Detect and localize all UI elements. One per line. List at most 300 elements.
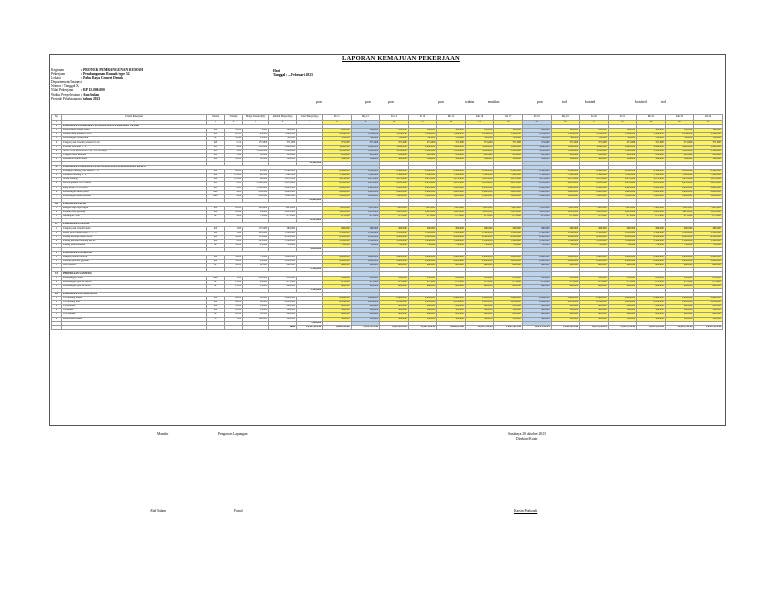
day-progress-value: 2,080,000	[494, 260, 523, 264]
day-progress-value: 160,000	[408, 129, 437, 133]
day-progress-value: 800,000	[551, 305, 580, 309]
item-unit: m2	[207, 174, 225, 178]
day-progress-value: 800,000	[380, 305, 409, 309]
day-progress-value: 160,000	[580, 129, 609, 133]
item-unit-price: 12,000	[243, 157, 269, 161]
item-number: 3	[52, 235, 62, 239]
day-progress-value: 675,000	[665, 215, 694, 219]
day-progress-value: 1,184,850	[323, 133, 352, 137]
day-progress-value: 1,160,000	[351, 239, 380, 243]
day-progress-value: 4,320,000	[608, 235, 637, 239]
item-number: 1	[52, 227, 62, 231]
day-progress-value: 660,000	[694, 264, 723, 268]
mandor-title: Mandor	[157, 432, 169, 436]
day-progress-value: 660,000	[380, 264, 409, 268]
day-progress-value: 2,400,000	[465, 256, 494, 260]
day-progress-value: 371,000	[580, 141, 609, 145]
item-volume: 2.12	[225, 141, 243, 145]
total-value: 15,347,214.44	[297, 325, 323, 329]
day-progress-value: 1,800,000	[323, 194, 352, 198]
day-progress-value: 800,000	[665, 305, 694, 309]
item-number: 2	[52, 301, 62, 305]
day-progress-value: 5,120,000	[522, 149, 551, 153]
day-progress-value: 760,000	[351, 137, 380, 141]
day-name: trol	[562, 100, 568, 104]
item-unit-price: 650,000	[243, 190, 269, 194]
day-progress-value: 1,184,850	[494, 133, 523, 137]
section-subtotal: 2,185,000	[297, 288, 323, 292]
item-description: Rabat beton lantai kerja 1 : 3 : 5	[62, 231, 207, 235]
column-index: 10	[380, 121, 409, 125]
item-unit: m2	[207, 235, 225, 239]
item-unit: m2	[207, 178, 225, 182]
day-progress-value: 760,000	[522, 137, 551, 141]
day-progress-value: 2,400,000	[637, 256, 666, 260]
day-progress-value: 2,635,000	[551, 182, 580, 186]
item-description: Urugan pasir bawah lantai	[62, 227, 207, 231]
item-amount: 8,360,000	[269, 170, 297, 174]
day-progress-value: 3,825,000	[380, 211, 409, 215]
day-progress-value: 675,000	[323, 280, 352, 284]
item-unit-price: 175,000	[243, 141, 269, 145]
item-description: Cat dinding dalam	[62, 297, 207, 301]
day-progress-value: 2,464,000	[694, 297, 723, 301]
day-progress-value: 1,184,850	[522, 133, 551, 137]
day-progress-value: 2,945,000	[694, 186, 723, 190]
day-progress-value: 1,520,000	[465, 231, 494, 235]
day-progress-value: 2,400,000	[608, 256, 637, 260]
day-progress-value: 7,392,000	[608, 174, 637, 178]
day-progress-value: 3,872,000	[665, 178, 694, 182]
day-progress-value: 371,000	[323, 141, 352, 145]
day-progress-value: 5,120,000	[494, 149, 523, 153]
item-unit: m3	[207, 133, 225, 137]
day-progress-value: 850,000	[580, 276, 609, 280]
day-progress-value: 2,945,000	[323, 186, 352, 190]
day-progress-value: 300,000	[608, 317, 637, 321]
item-volume: 32.00	[225, 260, 243, 264]
item-amount: 3,990,000	[269, 145, 297, 149]
item-unit: m2	[207, 157, 225, 161]
day-progress-value: 5,120,000	[665, 149, 694, 153]
day-progress-value: 2,635,000	[665, 182, 694, 186]
day-progress-value: 1,800,000	[408, 194, 437, 198]
day-progress-value: 160,000	[522, 129, 551, 133]
day-progress-value: 2,945,000	[551, 186, 580, 190]
day-progress-value: 384,000	[694, 157, 723, 161]
day-progress-value: 675,000	[694, 215, 723, 219]
day-progress-value: 675,000	[351, 280, 380, 284]
day-progress-value: 220,400	[608, 153, 637, 157]
day-progress-value: 2,400,000	[380, 256, 409, 260]
item-unit-price: 42,000	[243, 174, 269, 178]
item-unit: unit	[207, 194, 225, 198]
column-header-day: Jm 17	[494, 115, 523, 121]
day-progress-value: 600,000	[608, 313, 637, 317]
day-progress-value: 4,320,000	[580, 235, 609, 239]
day-progress-value: 300,000	[637, 317, 666, 321]
day-progress-value: 3,872,000	[408, 178, 437, 182]
day-progress-value: 1,800,000	[608, 194, 637, 198]
item-volume: 30.00	[225, 243, 243, 247]
day-progress-value: 850,000	[351, 276, 380, 280]
item-number: 4	[52, 309, 62, 313]
item-number: 6	[52, 149, 62, 153]
section-subtotal: 5,140,000	[297, 268, 323, 272]
item-description: Pasang keramik lantai 40/40	[62, 235, 207, 239]
blank-cell	[243, 325, 269, 329]
day-progress-value: 2,600,000	[323, 190, 352, 194]
day-progress-value: 7,392,000	[694, 174, 723, 178]
day-progress-value: 760,000	[580, 137, 609, 141]
item-amount: 800,000	[269, 305, 297, 309]
item-description: Pemasangan kusen pintu	[62, 190, 207, 194]
item-number: 2	[52, 133, 62, 137]
day-progress-value: 5,120,000	[637, 149, 666, 153]
day-progress-value: 3,825,000	[323, 211, 352, 215]
day-progress-value: 1,800,000	[522, 194, 551, 198]
section-name: PEKERJAAN SANITASI	[62, 272, 323, 276]
day-progress-value: 3,872,000	[437, 178, 466, 182]
day-progress-value: 8,360,000	[494, 170, 523, 174]
day-progress-value: 300,000	[522, 317, 551, 321]
day-progress-value: 5,120,000	[351, 149, 380, 153]
day-progress-value: 2,600,000	[665, 190, 694, 194]
day-progress-value: 220,400	[351, 153, 380, 157]
day-progress-value: 220,400	[380, 153, 409, 157]
meta-value: : RP 15.000.000	[81, 88, 105, 93]
column-index: 13	[465, 121, 494, 125]
day-progress-value: 2,464,000	[323, 297, 352, 301]
item-amount: 2,816,000	[269, 301, 297, 305]
item-unit-price: 22,000	[243, 264, 269, 268]
day-progress-value: 1,520,000	[380, 231, 409, 235]
day-progress-value: 300,000	[551, 317, 580, 321]
day-progress-value: 384,000	[380, 157, 409, 161]
section-number: IV	[52, 223, 62, 227]
day-progress-value: 760,000	[408, 137, 437, 141]
day-progress-value: 1,520,000	[351, 231, 380, 235]
day-progress-value: 760,000	[608, 137, 637, 141]
item-volume: 32.00	[225, 305, 243, 309]
day-progress-value: 384,000	[465, 157, 494, 161]
day-progress-value: 850,000	[637, 276, 666, 280]
item-number: 1	[52, 297, 62, 301]
section-name: PEKERJAAN PLAFOND	[62, 252, 323, 256]
day-progress-value: 750,000	[351, 243, 380, 247]
day-progress-value: 8,360,000	[437, 170, 466, 174]
item-unit-price: 25,000	[243, 243, 269, 247]
day-progress-value: 2,816,000	[494, 301, 523, 305]
day-progress-value: 4,320,000	[465, 235, 494, 239]
day-progress-value: 1,184,850	[665, 133, 694, 137]
item-volume: 176.00	[225, 178, 243, 182]
day-progress-value: 3,990,000	[608, 145, 637, 149]
item-number: 3	[52, 264, 62, 268]
day-progress-value: 5,120,000	[380, 149, 409, 153]
day-progress-value: 2,816,000	[637, 301, 666, 305]
day-progress-value: 750,000	[408, 243, 437, 247]
item-volume: 16.00	[225, 309, 243, 313]
day-progress-value: 675,000	[465, 280, 494, 284]
item-number: 4	[52, 239, 62, 243]
item-description: Acian dinding	[62, 178, 207, 182]
day-progress-value: 675,000	[380, 280, 409, 284]
day-progress-value: 1,520,000	[665, 231, 694, 235]
item-description: Pemasangan closet	[62, 276, 207, 280]
day-progress-value: 371,000	[665, 141, 694, 145]
day-progress-value: 1,160,000	[608, 239, 637, 243]
day-progress-value: 1,160,000	[494, 239, 523, 243]
day-progress-value: 2,080,000	[665, 260, 694, 264]
day-progress-value: 2,945,000	[580, 186, 609, 190]
day-total-value: 15,907,814.44	[551, 325, 580, 329]
item-unit: m2	[207, 239, 225, 243]
day-progress-value: 384,000	[580, 157, 609, 161]
item-description: Kolom praktis 13/13 beton	[62, 182, 207, 186]
day-progress-value: 2,400,000	[408, 256, 437, 260]
item-unit-price: 55,000	[243, 284, 269, 288]
item-volume: 1.00	[225, 276, 243, 280]
day-progress-value: 7,425,000	[694, 206, 723, 210]
meta-key: Nomor / Tanggal K	[51, 84, 79, 89]
day-progress-value: 300,000	[494, 317, 523, 321]
day-progress-value: 2,600,000	[637, 190, 666, 194]
day-total-value: 15,937,214.44	[465, 325, 494, 329]
day-progress-value: 2,816,000	[323, 301, 352, 305]
day-progress-value: 160,000	[551, 129, 580, 133]
day-progress-value: 675,000	[437, 215, 466, 219]
day-progress-value: 280,000	[551, 227, 580, 231]
item-number: 6	[52, 317, 62, 321]
day-progress-value: 160,000	[637, 129, 666, 133]
item-amount: 220,400	[269, 153, 297, 157]
item-volume: 45.00	[225, 211, 243, 215]
day-progress-value: 5,120,000	[437, 149, 466, 153]
item-number: 7	[52, 194, 62, 198]
day-progress-value: 800,000	[494, 305, 523, 309]
day-progress-value: 4,320,000	[522, 235, 551, 239]
day-progress-value: 750,000	[522, 243, 551, 247]
day-progress-value: 8,360,000	[608, 170, 637, 174]
day-progress-value: 5,120,000	[694, 149, 723, 153]
day-progress-value: 660,000	[465, 284, 494, 288]
day-progress-value: 8,360,000	[637, 170, 666, 174]
day-progress-value: 280,000	[380, 227, 409, 231]
day-progress-value: 660,000	[522, 284, 551, 288]
day-progress-value: 800,000	[637, 305, 666, 309]
day-progress-value: 2,080,000	[694, 260, 723, 264]
item-volume: 30.00	[225, 264, 243, 268]
item-volume: 32.00	[225, 129, 243, 133]
meta-key: Lokasi	[51, 76, 61, 81]
day-progress-value: 1,160,000	[637, 239, 666, 243]
day-progress-value: 760,000	[465, 137, 494, 141]
blank-cell	[62, 325, 207, 329]
day-progress-value: 675,000	[494, 215, 523, 219]
item-description: Cat kusen	[62, 309, 207, 313]
item-volume: 176.00	[225, 174, 243, 178]
column-header-day: Jm 24	[694, 115, 723, 121]
day-progress-value: 8,360,000	[380, 170, 409, 174]
day-progress-value: 384,000	[351, 157, 380, 161]
blank-cell	[207, 325, 225, 329]
day-progress-value: 8,360,000	[694, 170, 723, 174]
day-progress-value: 750,000	[465, 243, 494, 247]
day-progress-value: 660,000	[465, 264, 494, 268]
day-progress-value: 675,000	[323, 215, 352, 219]
day-progress-value: 2,816,000	[608, 301, 637, 305]
item-volume: 12.00	[225, 284, 243, 288]
item-number: 1	[52, 276, 62, 280]
day-progress-value: 3,872,000	[551, 178, 580, 182]
item-unit-price: 145,000	[243, 239, 269, 243]
day-progress-value: 560,000	[380, 309, 409, 313]
day-progress-value: 3,990,000	[380, 145, 409, 149]
column-index: 6	[269, 121, 297, 125]
day-progress-value: 2,816,000	[408, 301, 437, 305]
day-total-value: 15,937,214.44	[580, 325, 609, 329]
item-amount: 160,000	[269, 129, 297, 133]
item-unit: m3	[207, 153, 225, 157]
day-progress-value: 675,000	[608, 215, 637, 219]
day-progress-value: 675,000	[608, 280, 637, 284]
day-progress-value: 4,320,000	[551, 235, 580, 239]
day-progress-value: 3,990,000	[465, 145, 494, 149]
day-progress-value: 2,080,000	[437, 260, 466, 264]
column-header-day: Mg 19	[551, 115, 580, 121]
day-progress-value: 560,000	[551, 309, 580, 313]
day-progress-value: 1,184,850	[580, 133, 609, 137]
item-unit-price: 3,100,000	[243, 186, 269, 190]
day-progress-value: 384,000	[408, 157, 437, 161]
item-volume: 1.60	[225, 227, 243, 231]
section-subtotal: 8,030,000	[297, 247, 323, 251]
day-progress-value: 3,990,000	[494, 145, 523, 149]
day-progress-value: 3,990,000	[551, 145, 580, 149]
day-progress-value: 280,000	[694, 227, 723, 231]
item-number: 3	[52, 178, 62, 182]
day-progress-value: 675,000	[637, 280, 666, 284]
day-progress-value: 384,000	[665, 157, 694, 161]
section-number: II	[52, 166, 62, 170]
column-index: 9	[351, 121, 380, 125]
day-progress-value: 220,400	[408, 153, 437, 157]
section-number: V	[52, 252, 62, 256]
item-unit: unit	[207, 190, 225, 194]
day-progress-value: 7,392,000	[380, 174, 409, 178]
day-progress-value: 220,400	[323, 153, 352, 157]
meta-value: : Aun bulan	[81, 92, 100, 97]
date-header	[273, 69, 313, 77]
day-progress-value: 1,800,000	[437, 194, 466, 198]
day-progress-value: 300,000	[465, 317, 494, 321]
day-progress-value: 850,000	[694, 276, 723, 280]
meta-value: : Pabu Raya Cemeri Denok	[81, 76, 124, 81]
item-unit: m3	[207, 149, 225, 153]
item-number: 6	[52, 190, 62, 194]
item-number: 4	[52, 182, 62, 186]
item-number: 5	[52, 145, 62, 149]
mandor-name: Abd Salam	[150, 509, 167, 513]
day-progress-value: 2,600,000	[551, 190, 580, 194]
item-volume: 88.00	[225, 297, 243, 301]
day-progress-value: 750,000	[608, 243, 637, 247]
day-progress-value: 2,400,000	[694, 256, 723, 260]
day-progress-value: 675,000	[522, 215, 551, 219]
day-progress-value: 660,000	[351, 264, 380, 268]
day-progress-value: 371,000	[494, 141, 523, 145]
day-progress-value: 660,000	[551, 264, 580, 268]
day-progress-value: 3,872,000	[637, 178, 666, 182]
day-progress-value: 1,800,000	[380, 194, 409, 198]
item-unit-price: 75,000	[243, 256, 269, 260]
day-progress-value: 2,945,000	[351, 186, 380, 190]
day-progress-value: 660,000	[494, 284, 523, 288]
day-progress-value: 3,825,000	[637, 211, 666, 215]
day-progress-value: 384,000	[494, 157, 523, 161]
day-progress-value: 2,400,000	[665, 256, 694, 260]
item-unit: m'	[207, 284, 225, 288]
day-progress-value: 5,120,000	[465, 149, 494, 153]
item-description: Pembersihan lokasi tanah	[62, 129, 207, 133]
item-unit: unit	[207, 276, 225, 280]
item-unit: m3	[207, 186, 225, 190]
item-unit: m2	[207, 206, 225, 210]
column-index: 4	[225, 121, 243, 125]
day-progress-value: 760,000	[637, 137, 666, 141]
day-progress-value: 8,360,000	[465, 170, 494, 174]
day-total-value: 15,907,814.44	[494, 325, 523, 329]
item-volume: 32.00	[225, 235, 243, 239]
column-header-day: Rb 15	[437, 115, 466, 121]
section-name: PEKERJAAN PENGECATAN	[62, 292, 323, 296]
item-description: Plesteran dinding 1 : 4	[62, 174, 207, 178]
item-unit-price: 165,000	[243, 206, 269, 210]
day-progress-value: 800,000	[608, 305, 637, 309]
day-progress-value: 1,184,850	[694, 133, 723, 137]
item-number: 2	[52, 211, 62, 215]
section-number: VII	[52, 292, 62, 296]
day-progress-value: 8,360,000	[580, 170, 609, 174]
day-progress-value: 220,400	[437, 153, 466, 157]
day-progress-value: 4,320,000	[637, 235, 666, 239]
day-progress-value: 2,816,000	[694, 301, 723, 305]
day-progress-value: 1,184,850	[637, 133, 666, 137]
day-progress-value: 1,184,850	[465, 133, 494, 137]
day-progress-value: 280,000	[494, 227, 523, 231]
day-progress-value: 4,320,000	[380, 235, 409, 239]
item-description: Pemasangan bouwplank	[62, 137, 207, 141]
day-total-value: 15,937,214.44	[608, 325, 637, 329]
item-unit: m2	[207, 256, 225, 260]
day-progress-value: 280,000	[608, 227, 637, 231]
day-progress-value: 850,000	[608, 276, 637, 280]
day-progress-value: 3,990,000	[580, 145, 609, 149]
day-progress-value: 1,520,000	[580, 231, 609, 235]
item-description: Cat plafond	[62, 305, 207, 309]
day-progress-value: 220,400	[637, 153, 666, 157]
day-progress-value: 1,160,000	[522, 239, 551, 243]
day-progress-value: 850,000	[522, 276, 551, 280]
day-progress-value: 2,945,000	[494, 186, 523, 190]
day-name: kontred	[635, 100, 647, 104]
day-progress-value: 280,000	[637, 227, 666, 231]
day-progress-value: 2,080,000	[465, 260, 494, 264]
meta-key: Waktu Penyelesaian	[51, 92, 80, 97]
day-progress-value: 2,635,000	[608, 182, 637, 186]
day-progress-value: 2,400,000	[551, 256, 580, 260]
